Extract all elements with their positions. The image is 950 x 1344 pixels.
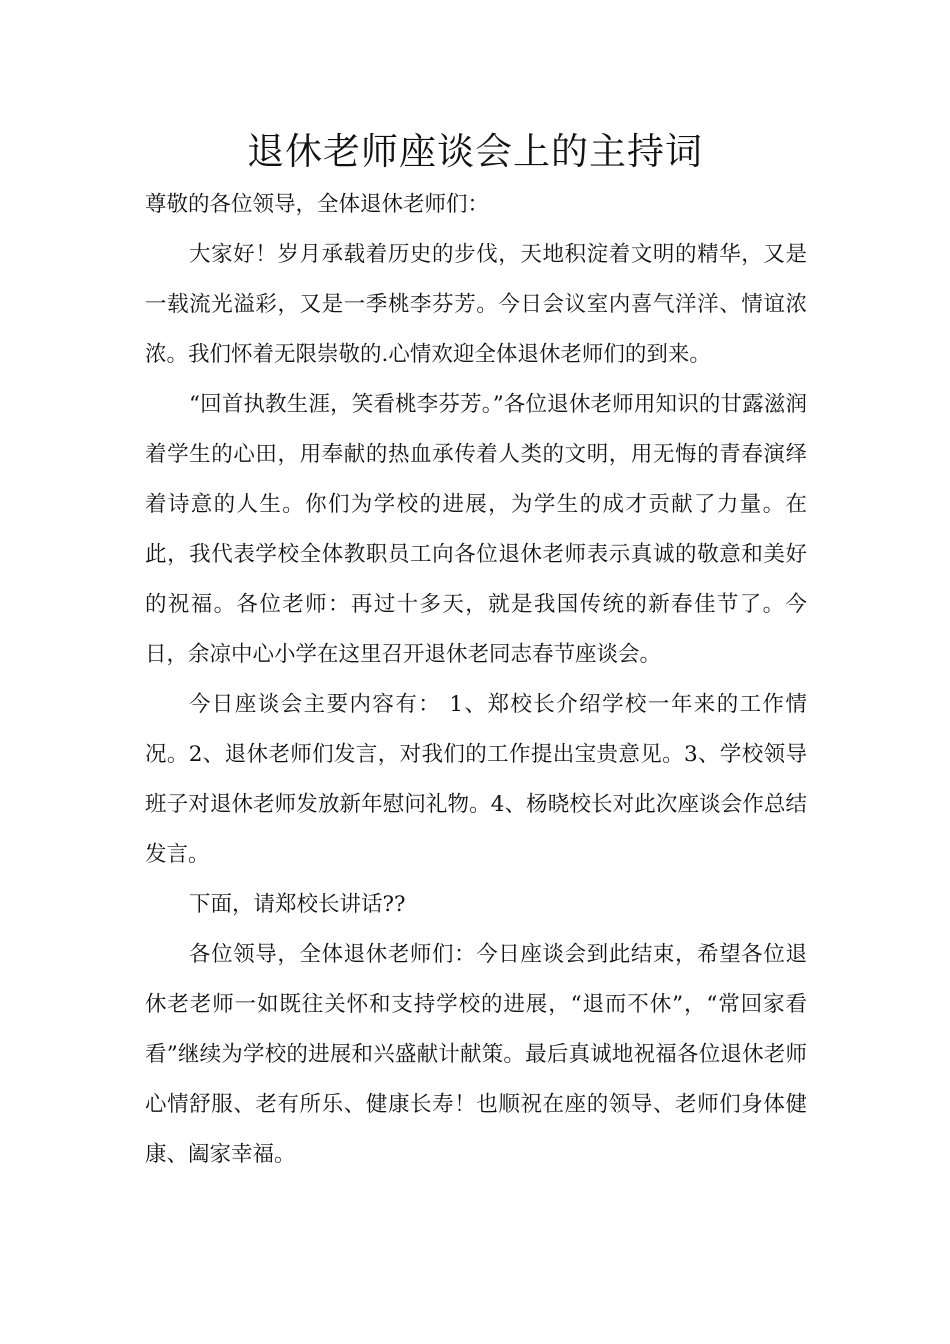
document-title: 退休老师座谈会上的主持词 [247,130,703,173]
closing-paragraph: 各位领导，全体退休老师们：今日座谈会到此结束，希望各位退休老老师一如既往关怀和支持学校的进展，“退而不休”，“常回家看看”继续为学校的进展和兴盛献计献策。最后真诚地祝福各位退休老师心情舒服、老有所乐、健康长寿！也顺祝在座的领导、老师们身体健康、阖家幸福。 [145,942,807,1167]
document-body [145,180,807,1180]
speech-invite-paragraph: 下面，请郑校长讲话?? [189,892,406,917]
greeting-paragraph: 大家好！岁月承载着历史的步伐，天地积淀着文明的精华，又是一载流光溢彩，又是一季桃李芬芳。今日会议室内喜气洋洋、情谊浓浓。我们怀着无限崇敬的.心情欢迎全体退休老师们的到来。 [145,242,807,367]
salutation-paragraph: 尊敬的各位领导，全体退休老师们： [145,192,490,217]
tribute-paragraph: “回首执教生涯，笑看桃李芬芳。”各位退休老师用知识的甘露滋润着学生的心田，用奉献的热血承传着人类的文明，用无悔的青春演绎着诗意的人生。你们为学校的进展，为学生的成才贡献了力量。在此，我代表学校全体教职员工向各位退休老师表示真诚的敬意和美好的祝福。各位老师：再过十多天，就是我国传统的新春佳节了。今日，余凉中心小学在这里召开退休老同志春节座谈会。 [145,392,807,667]
agenda-paragraph: 今日座谈会主要内容有： 1、郑校长介绍学校一年来的工作情况。2、退休老师们发言，对我们的工作提出宝贵意见。3、学校领导班子对退休老师发放新年慰问礼物。4、杨晓校长对此次座谈会作总结发言。 [145,692,807,867]
